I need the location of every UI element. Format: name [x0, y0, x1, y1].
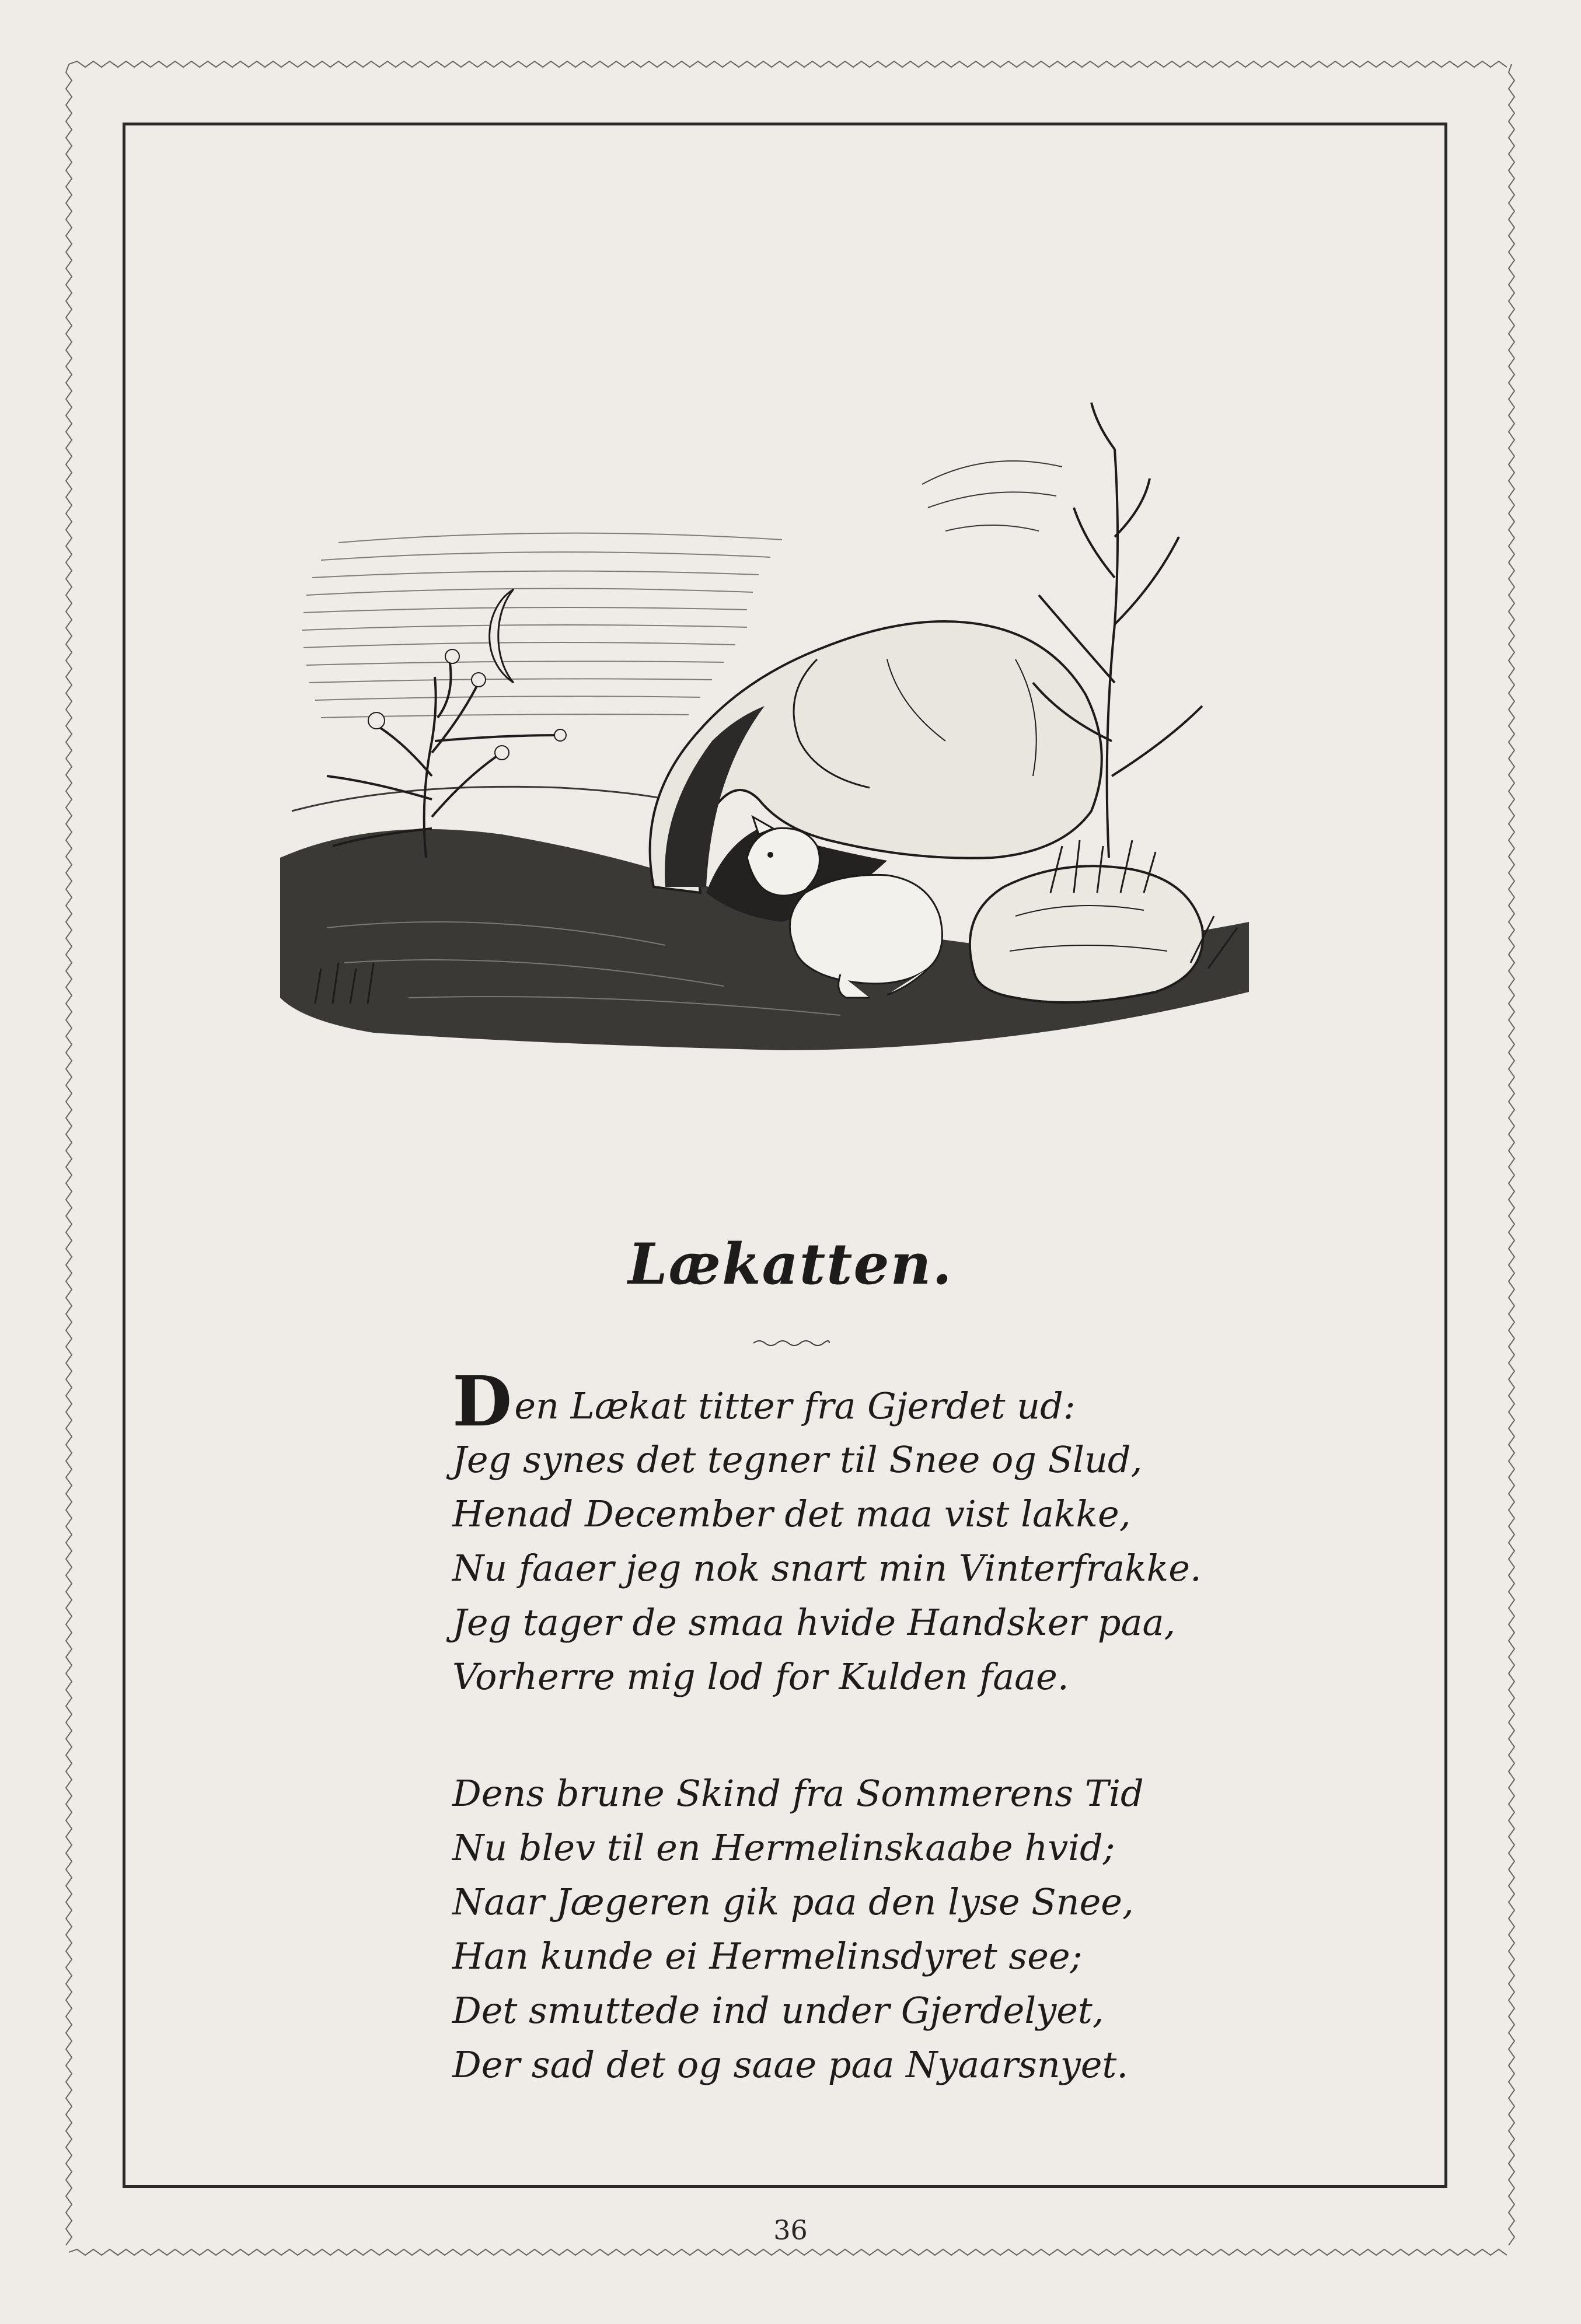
right-boulder	[970, 866, 1203, 1002]
poem-title: Lækatten.	[628, 1231, 953, 1297]
poem-line-2: Jeg synes det tegner til Snee og Slud,	[452, 1438, 1143, 1481]
poem-line-1	[452, 1361, 1269, 1442]
poem-stanza-2	[452, 1766, 1269, 2092]
title-flourish	[751, 1336, 832, 1350]
crescent-moon-icon	[490, 589, 514, 683]
poem-line-10: Han kunde ei Hermelinsdyret see;	[452, 1935, 1083, 1977]
left-shrub	[327, 659, 560, 858]
wavy-border-left	[66, 64, 72, 2245]
poem-line-12: Der sad det og saae paa Nyaarsnyet.	[452, 2043, 1129, 2086]
poem-stanza-1	[452, 1361, 1269, 1704]
poem-line-4: Nu faaer jeg nok snart min Vinterfrakke.	[452, 1547, 1202, 1589]
wavy-border-top	[69, 61, 1507, 67]
distant-hill	[292, 787, 712, 811]
poem-line-text: en Lækat titter fra Gjerdet ud:	[514, 1385, 1076, 1427]
wavy-border-bottom	[69, 2249, 1507, 2255]
page-number: 36	[773, 2214, 808, 2246]
wavy-border-right	[1509, 64, 1514, 2245]
poem-line-3: Henad December det maa vist lakke,	[452, 1493, 1131, 1535]
poem-line-9: Naar Jægeren gik paa den lyse Snee,	[452, 1881, 1134, 1923]
poem-line-5: Jeg tager de smaa hvide Handsker paa,	[452, 1601, 1176, 1644]
sky-hatching	[302, 533, 782, 718]
drop-cap: D	[452, 1361, 512, 1442]
poem-line-8: Nu blev til en Hermelinskaabe hvid;	[452, 1826, 1115, 1869]
poem-line-6: Vorherre mig lod for Kulden faae.	[452, 1655, 1069, 1698]
ermine-illustration	[257, 333, 1296, 1091]
poem-line-7: Dens brune Skind fra Sommerens Tid	[452, 1772, 1144, 1815]
poem-line-11: Det smuttede ind under Gjerdelyet,	[452, 1989, 1104, 2032]
